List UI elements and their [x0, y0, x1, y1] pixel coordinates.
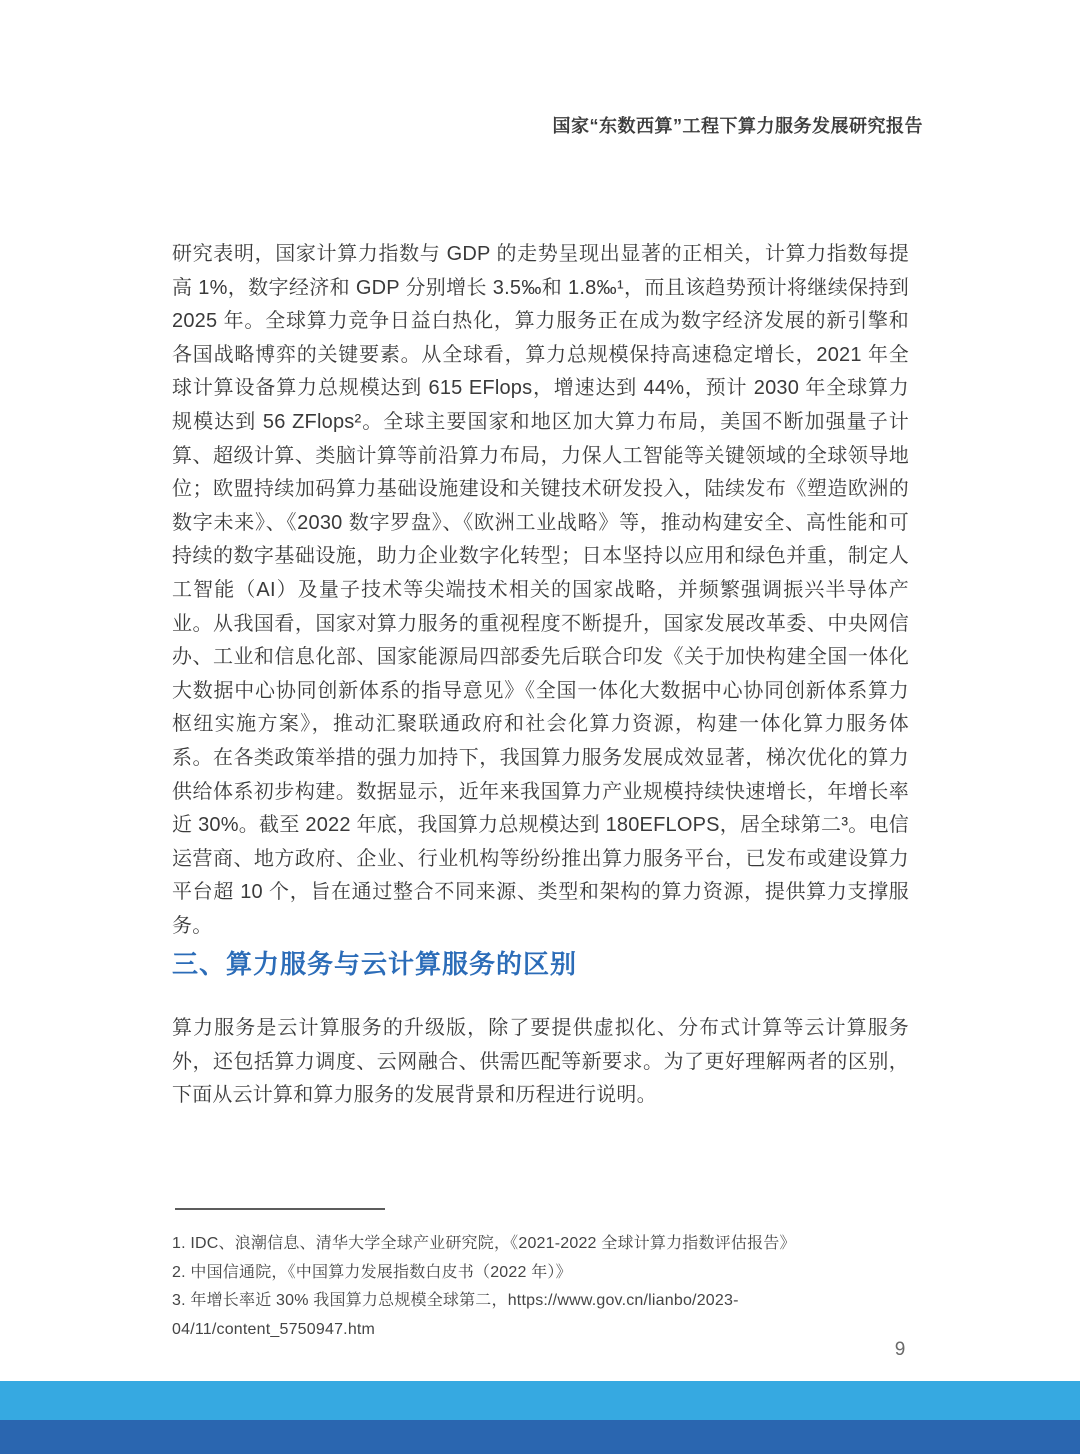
- report-title-header: 国家“东数西算”工程下算力服务发展研究报告: [552, 116, 923, 136]
- footnote-divider-line: [175, 1208, 385, 1210]
- footnote-3: 3. 年增长率近 30% 我国算力总规模全球第二，https://www.gov.cn/lianbo/2023-04/11/content_5750947.htm: [172, 1292, 739, 1338]
- footnote-list: [172, 1230, 932, 1344]
- page-number: 9: [894, 1339, 906, 1360]
- paragraph-computing-power-overview: 研究表明，国家计算力指数与 GDP 的走势呈现出显著的正相关，计算力指数每提高 1%，数字经济和 GDP 分别增长 3.5‰和 1.8‰¹，而且该趋势预计将继续保持到 2025 年。全球算力竞争日益白热化，算力服务正在成为数字经济发展的新引擎和各国战略博弈的关键要素。从全球看，算力总规模保持高速稳定增长，2021 年全球计算设备算力总规模达到 615 EFlops，增速达到 44%，预计 2030 年全球算力规模达到 56 ZFlops²。全球主要国家和地区加大算力布局，美国不断加强量子计算、超级计算、类脑计算等前沿算力布局，力保人工智能等关键领域的全球领导地位；欧盟持续加码算力基础设施建设和关键技术研发投入，陆续发布《塑造欧洲的数字未来》、《2030 数字罗盘》、《欧洲工业战略》等，推动构建安全、高性能和可持续的数字基础设施，助力企业数字化转型；日本坚持以应用和绿色并重，制定人工智能（AI）及量子技术等尖端技术相关的国家战略，并频繁强调振兴半导体产业。从我国看，国家对算力服务的重视程度不断提升，国家发展改革委、中央网信办、工业和信息化部、国家能源局四部委先后联合印发《关于加快构建全国一体化大数据中心协同创新体系的指导意见》《全国一体化大数据中心协同创新体系算力枢纽实施方案》，推动汇聚联通政府和社会化算力资源，构建一体化算力服务体系。在各类政策举措的强力加持下，我国算力服务发展成效显著，梯次优化的算力供给体系初步构建。数据显示，近年来我国算力产业规模持续快速增长，年增长率近 30%。截至 2022 年底，我国算力总规模达到 180EFLOPS，居全球第二³。电信运营商、地方政府、企业、行业机构等纷纷推出算力服务平台，已发布或建设算力平台超 10 个，旨在通过整合不同来源、类型和架构的算力资源，提供算力支撑服务。: [172, 243, 909, 937]
- footer-bar-dark-blue: [0, 1420, 1080, 1454]
- paragraph-cloud-vs-computing-service: 算力服务是云计算服务的升级版，除了要提供虚拟化、分布式计算等云计算服务外，还包括算力调度、云网融合、供需匹配等新要求。为了更好理解两者的区别，下面从云计算和算力服务的发展背景和历程进行说明。: [172, 1017, 909, 1107]
- footnote-2: 2. 中国信通院，《中国算力发展指数白皮书（2022 年）》: [172, 1263, 572, 1281]
- footnotes-section: [172, 1208, 932, 1344]
- footer-bar-light-blue: [0, 1381, 1080, 1420]
- footnote-1: 1. IDC、浪潮信息、清华大学全球产业研究院，《2021-2022 全球计算力指数评估报告》: [172, 1235, 796, 1252]
- section-heading-three: 三、算力服务与云计算服务的区别: [172, 949, 578, 979]
